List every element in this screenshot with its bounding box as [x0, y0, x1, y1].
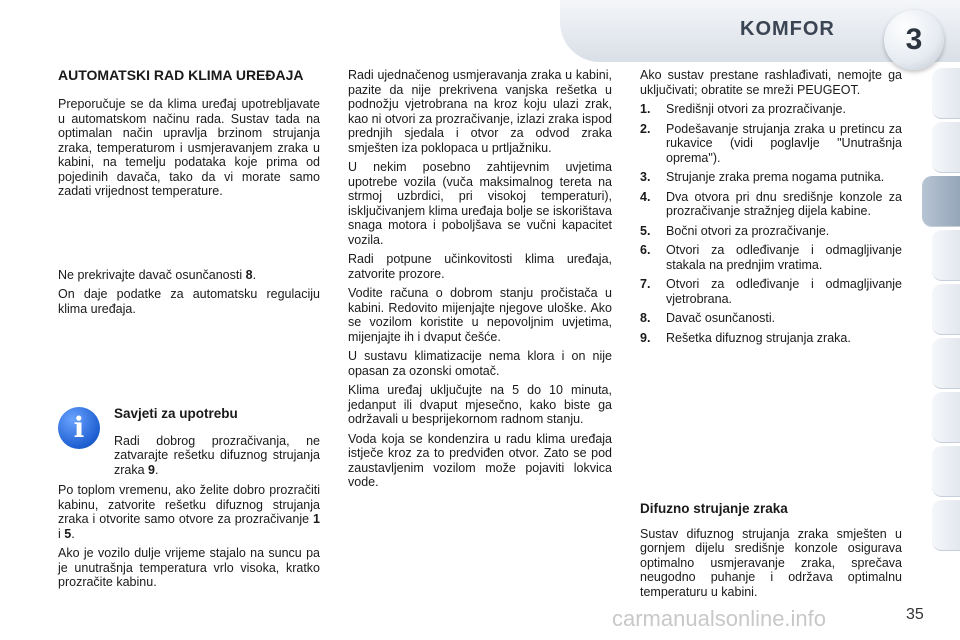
side-tab-5[interactable]: [932, 284, 960, 335]
item-number: 8.: [640, 311, 651, 325]
tip-paragraph: [114, 434, 320, 478]
text-span: Radi dobrog prozračivanja, ne zatvarajte rešetku difuznog strujanja zraka: [114, 433, 320, 477]
usage-tips-box: [58, 405, 320, 477]
item-number: 9.: [640, 330, 651, 345]
list-item: [640, 331, 902, 346]
text-span: Po toplom vremenu, ako želite dobro prozračiti kabinu, zatvorite rešetku difuznog strujanja zraka i otvorite samo otvore za prozračivanje: [58, 483, 320, 526]
list-item: [640, 311, 902, 326]
paragraph-sensor-info: On daje podatke za automatsku regulaciju klima uređaja.: [58, 287, 320, 316]
list-item: [640, 102, 902, 117]
watermark-text: carmanualsonline.info: [612, 606, 827, 631]
item-number: 2.: [640, 121, 651, 136]
item-text: Strujanje zraka prema nogama putnika.: [666, 170, 885, 184]
item-text: Središnji otvori za prozračivanje.: [666, 102, 846, 116]
ref-number: 8: [245, 267, 253, 282]
page-number: 35: [906, 606, 924, 623]
tip-title: Savjeti za upotrebu: [114, 406, 238, 421]
paragraph-sensor: [58, 268, 320, 283]
side-tab-2[interactable]: [932, 122, 960, 173]
list-item: [640, 122, 902, 166]
side-tab-9[interactable]: [932, 500, 960, 551]
diffuse-airflow-section: [640, 502, 902, 599]
side-tab-1[interactable]: [932, 68, 960, 119]
diffuse-paragraph: Sustav difuznog strujanja zraka smješten u gornjem dijelu središnje konzole osigurava optimalno usmjeravanje zraka, sprečava neugodno puhanje i održava optimalnu temperaturu u kabini.: [640, 526, 902, 599]
paragraph-right-intro: Ako sustav prestane rashlađivati, nemojte ga uključivati; obratite se mreži PEUGEOT.: [640, 68, 902, 97]
page-title: KOMFOR: [740, 18, 835, 40]
paragraph-parked-sun: Ako je vozilo dulje vrijeme stajalo na suncu pa je unutrašnja temperatura vrlo visoka, kratko prozračite kabinu.: [58, 546, 320, 589]
list-item: [640, 243, 902, 272]
paragraph-middle-1: Radi ujednačenog usmjeravanja zraka u kabini, pazite da nije prekrivena vanjska rešetka u podnožju vjetrobrana na kroz koju ulazi zrak, kao ni otvori za prozračivanje, izlazi zraka ispod prednjih sjedala i otvor za odvod zraka smješten iza poklopaca u prtljažniku.: [348, 68, 613, 155]
item-text: Otvori za odleđivanje i odmagljivanje stakala na prednjim vratima.: [666, 243, 902, 272]
paragraph-hot-weather: [58, 483, 320, 541]
side-tab-6[interactable]: [932, 338, 960, 389]
side-tab-8[interactable]: [932, 446, 960, 497]
column-left: [58, 68, 320, 595]
paragraph-middle-6: Klima uređaj uključujte na 5 do 10 minuta, jedanput ili dvaput mjesečno, kako biste ga održavali u besprijekornom radnom stanju.: [348, 383, 612, 426]
item-number: 4.: [640, 189, 651, 204]
ref-number: 1: [313, 512, 320, 526]
text-span: .: [155, 462, 159, 477]
item-text: Rešetka difuznog strujanja zraka.: [666, 330, 851, 345]
item-text: Davač osunčanosti.: [666, 311, 776, 325]
text-span: .: [252, 267, 257, 282]
paragraph-middle-7: Voda koja se kondenzira u radu klima uređaja istječe kroz za to predviđen otvor. Zato se pod zaustavljenim vozilom može pojaviti lokvica vode.: [348, 431, 612, 489]
column-middle: [348, 68, 612, 495]
chapter-number-badge: 3: [884, 10, 944, 70]
item-text: Podešavanje strujanja zraka u pretincu za rukavice (vidi poglavlje "Unutrašnja oprema").: [666, 121, 902, 165]
text-span: i: [58, 526, 65, 541]
diffuse-heading: Difuzno strujanje zraka: [640, 501, 788, 516]
list-item: [640, 190, 902, 219]
text-span: Ne prekrivajte davač osunčanosti: [58, 267, 246, 282]
text-span: .: [71, 526, 75, 541]
list-item: [640, 277, 902, 306]
side-tab-3-active[interactable]: [922, 176, 960, 227]
item-number: 1.: [640, 102, 651, 116]
paragraph-middle-3: Radi potpune učinkovitosti klima uređaja, zatvorite prozore.: [348, 252, 612, 281]
vent-legend-list: [640, 102, 902, 345]
list-item: [640, 170, 902, 185]
side-tab-4[interactable]: [932, 230, 960, 281]
paragraph-middle-2: U nekim posebno zahtijevnim uvjetima upotrebe vozila (vuča maksimalnog tereta na strmoj uzbrdici, pri visokoj temperaturi), isključivanjem klima uređaja bolje se iskorištava snaga motora i poboljšava se vučni kapacitet vozila.: [348, 160, 612, 247]
item-number: 5.: [640, 223, 651, 238]
item-text: Bočni otvori za prozračivanje.: [666, 223, 830, 238]
ref-number: 9: [148, 462, 155, 477]
column-right: [640, 68, 902, 350]
ref-number: 5: [64, 526, 72, 541]
side-tab-7[interactable]: [932, 392, 960, 443]
paragraph-auto-intro: Preporučuje se da klima uređaj upotrebljavate u automatskom načinu rada. Sustav tada na optimalan način upravlja brzinom strujanja zraka, temperaturom i usmjeravanjem zraka u kabini, na temelju podataka koje prima od pojedinih davača, tako da vi morate samo zadati vrijednost temperature.: [58, 97, 320, 198]
paragraph-middle-4: Vodite računa o dobrom stanju pročistača u kabini. Redovito mijenjajte njegove uloške. Ako se vozilom koristite u nepovoljnim uvjetima, mijenjajte ih i dvaput češće.: [348, 286, 612, 344]
list-item: [640, 224, 902, 239]
item-number: 6.: [640, 243, 651, 257]
section-heading-auto: AUTOMATSKI RAD KLIMA UREĐAJA: [58, 67, 304, 83]
item-text: Dva otvora pri dnu središnje konzole za prozračivanje stražnjeg dijela kabine.: [666, 189, 902, 218]
item-text: Otvori za odleđivanje i odmagljivanje vjetrobrana.: [666, 277, 902, 306]
item-number: 7.: [640, 277, 651, 291]
paragraph-middle-5: U sustavu klimatizacije nema klora i on nije opasan za ozonski omotač.: [348, 349, 612, 378]
item-number: 3.: [640, 170, 651, 184]
info-icon: i: [58, 407, 100, 449]
chapter-side-tabs: [928, 68, 960, 588]
